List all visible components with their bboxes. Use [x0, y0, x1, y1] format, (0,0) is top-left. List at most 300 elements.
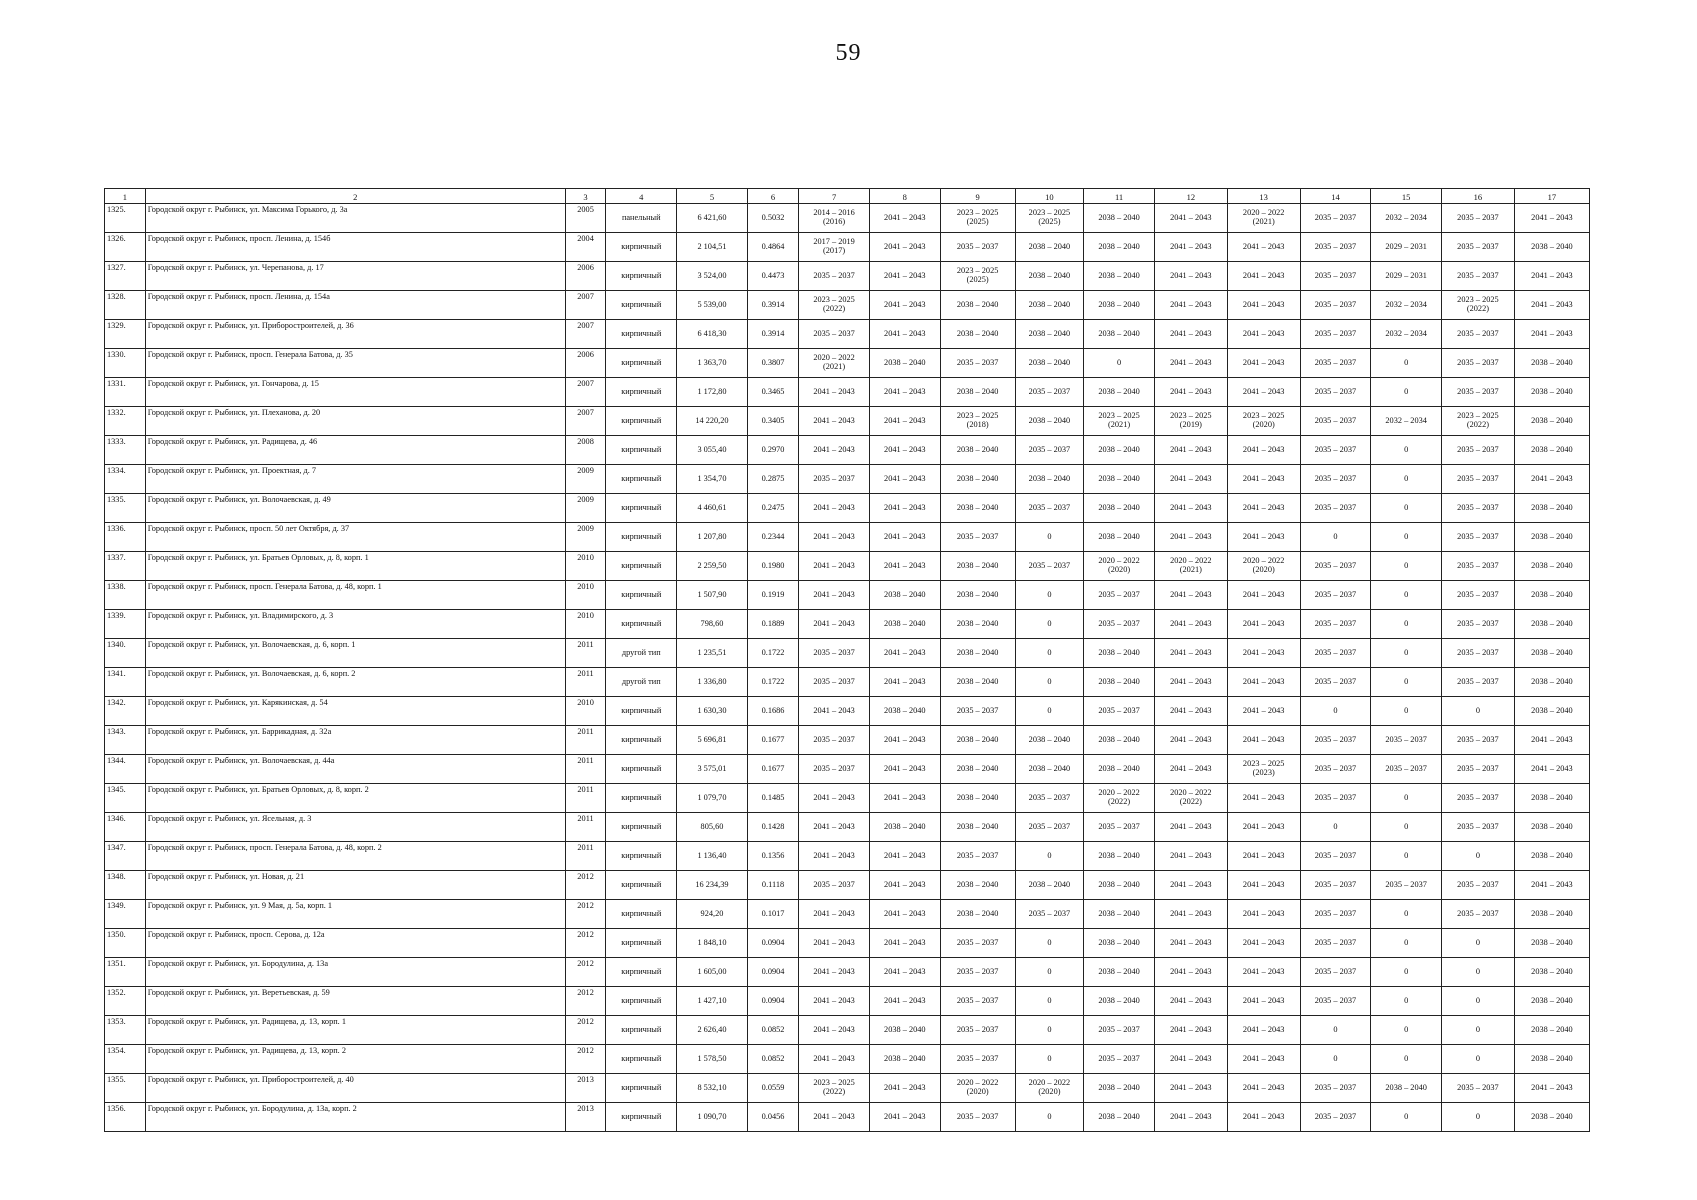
table-cell: Городской округ г. Рыбинск, ул. Волочаевская, д. 44а: [145, 755, 565, 784]
table-row: [105, 813, 1590, 842]
table-cell: 2041 – 2043: [1227, 813, 1300, 842]
table-cell: 2023 – 2025 (2022): [799, 1074, 870, 1103]
table-cell: 2011: [565, 755, 606, 784]
table-cell: 0: [1371, 1103, 1442, 1132]
table-cell: 2038 – 2040: [1514, 668, 1589, 697]
table-cell: 0: [1371, 900, 1442, 929]
table-cell: 2035 – 2037: [1442, 349, 1515, 378]
table-cell: 2023 – 2025 (2023): [1227, 755, 1300, 784]
table-cell: 0.3465: [747, 378, 798, 407]
table-cell: 2038 – 2040: [1084, 929, 1155, 958]
table-cell: 3 575,01: [677, 755, 748, 784]
table-cell: кирпичный: [606, 726, 677, 755]
table-cell: 0.1722: [747, 668, 798, 697]
table-cell: 1335.: [105, 494, 146, 523]
table-cell: 2041 – 2043: [869, 987, 940, 1016]
table-cell: другой тип: [606, 639, 677, 668]
table-cell: 0: [1371, 1045, 1442, 1074]
table-cell: 2020 – 2022 (2021): [799, 349, 870, 378]
table-cell: 2006: [565, 262, 606, 291]
table-cell: 2020 – 2022 (2022): [1154, 784, 1227, 813]
table-cell: 2041 – 2043: [1227, 871, 1300, 900]
table-cell: 16 234,39: [677, 871, 748, 900]
table-row: [105, 755, 1590, 784]
table-cell: кирпичный: [606, 1103, 677, 1132]
table-cell: 2035 – 2037: [1300, 784, 1371, 813]
table-cell: 2038 – 2040: [1514, 407, 1589, 436]
table-cell: 1339.: [105, 610, 146, 639]
table-cell: 0: [1442, 1103, 1515, 1132]
table-cell: кирпичный: [606, 842, 677, 871]
table-cell: 2012: [565, 1045, 606, 1074]
table-cell: 14 220,20: [677, 407, 748, 436]
table-cell: 2035 – 2037: [1084, 1045, 1155, 1074]
table-cell: 1329.: [105, 320, 146, 349]
table-cell: 2038 – 2040: [869, 349, 940, 378]
register-table: [104, 188, 1590, 1132]
table-cell: 2035 – 2037: [1300, 610, 1371, 639]
table-cell: 0: [1084, 349, 1155, 378]
table-cell: 2038 – 2040: [1084, 726, 1155, 755]
table-cell: 0.2875: [747, 465, 798, 494]
table-cell: 2035 – 2037: [1442, 784, 1515, 813]
table-cell: 0: [1015, 1016, 1084, 1045]
table-cell: Городской округ г. Рыбинск, ул. Бородулина, д. 13а: [145, 958, 565, 987]
table-cell: 2041 – 2043: [1227, 262, 1300, 291]
table-row: [105, 552, 1590, 581]
table-cell: 2038 – 2040: [1084, 378, 1155, 407]
table-cell: 0.1980: [747, 552, 798, 581]
table-cell: 0.0559: [747, 1074, 798, 1103]
table-cell: 2035 – 2037: [799, 871, 870, 900]
table-cell: кирпичный: [606, 465, 677, 494]
table-cell: 2038 – 2040: [1514, 523, 1589, 552]
table-cell: 2041 – 2043: [1154, 610, 1227, 639]
table-row: [105, 929, 1590, 958]
table-cell: 6 421,60: [677, 204, 748, 233]
table-cell: 2007: [565, 407, 606, 436]
table-cell: 2038 – 2040: [1015, 871, 1084, 900]
table-row: [105, 987, 1590, 1016]
table-cell: 2038 – 2040: [1514, 958, 1589, 987]
table-cell: 2038 – 2040: [1015, 349, 1084, 378]
table-cell: 0: [1015, 929, 1084, 958]
table-cell: 2014 – 2016 (2016): [799, 204, 870, 233]
table-cell: 0: [1371, 958, 1442, 987]
table-cell: 2041 – 2043: [1154, 900, 1227, 929]
table-cell: 2041 – 2043: [799, 407, 870, 436]
table-cell: 2035 – 2037: [799, 668, 870, 697]
table-cell: 2041 – 2043: [1154, 320, 1227, 349]
table-cell: 2013: [565, 1103, 606, 1132]
table-cell: 2035 – 2037: [799, 320, 870, 349]
table-cell: 1 136,40: [677, 842, 748, 871]
table-cell: 2023 – 2025 (2022): [1442, 291, 1515, 320]
table-cell: 2038 – 2040: [1084, 1103, 1155, 1132]
table-cell: 1353.: [105, 1016, 146, 1045]
table-cell: 2023 – 2025 (2025): [940, 262, 1015, 291]
table-cell: кирпичный: [606, 1045, 677, 1074]
table-cell: 2035 – 2037: [1015, 900, 1084, 929]
table-cell: 2035 – 2037: [1300, 291, 1371, 320]
table-cell: 2041 – 2043: [1227, 378, 1300, 407]
table-cell: 2038 – 2040: [940, 871, 1015, 900]
table-cell: 2035 – 2037: [1300, 436, 1371, 465]
table-cell: 1326.: [105, 233, 146, 262]
table-cell: 2038 – 2040: [1514, 784, 1589, 813]
table-cell: 0.0456: [747, 1103, 798, 1132]
table-cell: 2035 – 2037: [1442, 378, 1515, 407]
table-cell: 2035 – 2037: [1442, 552, 1515, 581]
table-cell: 2041 – 2043: [799, 784, 870, 813]
table-cell: 8 532,10: [677, 1074, 748, 1103]
column-header: 5: [677, 189, 748, 204]
table-cell: 0.1485: [747, 784, 798, 813]
table-cell: 2041 – 2043: [1154, 349, 1227, 378]
table-cell: Городской округ г. Рыбинск, просп. Генерала Батова, д. 48, корп. 2: [145, 842, 565, 871]
table-cell: 2035 – 2037: [1300, 349, 1371, 378]
table-cell: 2032 – 2034: [1371, 291, 1442, 320]
table-cell: 0: [1371, 436, 1442, 465]
table-cell: 2035 – 2037: [940, 1045, 1015, 1074]
table-cell: кирпичный: [606, 581, 677, 610]
column-header: 2: [145, 189, 565, 204]
table-cell: 1355.: [105, 1074, 146, 1103]
table-cell: 0: [1442, 1016, 1515, 1045]
table-cell: 2041 – 2043: [1514, 755, 1589, 784]
table-cell: Городской округ г. Рыбинск, ул. Бородулина, д. 13а, корп. 2: [145, 1103, 565, 1132]
table-cell: 0: [1371, 987, 1442, 1016]
table-cell: 0.0852: [747, 1016, 798, 1045]
table-cell: 2011: [565, 784, 606, 813]
table-row: [105, 697, 1590, 726]
table-cell: 0.1356: [747, 842, 798, 871]
table-cell: 0.4864: [747, 233, 798, 262]
table-cell: 0: [1300, 1045, 1371, 1074]
table-cell: Городской округ г. Рыбинск, просп. Генерала Батова, д. 35: [145, 349, 565, 378]
column-header: 1: [105, 189, 146, 204]
table-cell: 0.3914: [747, 291, 798, 320]
column-header: 8: [869, 189, 940, 204]
table-cell: Городской округ г. Рыбинск, ул. Братьев Орловых, д. 8, корп. 1: [145, 552, 565, 581]
table-row: [105, 1074, 1590, 1103]
table-cell: 0: [1371, 929, 1442, 958]
table-cell: 2035 – 2037: [1015, 784, 1084, 813]
table-cell: 0.1017: [747, 900, 798, 929]
table-cell: 2038 – 2040: [940, 465, 1015, 494]
table-cell: 0: [1300, 1016, 1371, 1045]
table-cell: 2038 – 2040: [1084, 436, 1155, 465]
table-cell: 2012: [565, 929, 606, 958]
table-cell: 0.5032: [747, 204, 798, 233]
table-cell: Городской округ г. Рыбинск, ул. Карякинская, д. 54: [145, 697, 565, 726]
column-header: 7: [799, 189, 870, 204]
table-cell: 2008: [565, 436, 606, 465]
page-number: 59: [835, 40, 862, 66]
table-cell: 2035 – 2037: [1442, 494, 1515, 523]
table-row: [105, 494, 1590, 523]
table-cell: кирпичный: [606, 987, 677, 1016]
table-cell: 5 539,00: [677, 291, 748, 320]
table-cell: 2038 – 2040: [1015, 465, 1084, 494]
table-cell: 2029 – 2031: [1371, 262, 1442, 291]
table-row: [105, 581, 1590, 610]
table-cell: 2 104,51: [677, 233, 748, 262]
table-cell: 1 172,80: [677, 378, 748, 407]
table-cell: 2041 – 2043: [1154, 958, 1227, 987]
table-cell: 2041 – 2043: [1227, 900, 1300, 929]
table-cell: Городской округ г. Рыбинск, ул. Радищева, д. 13, корп. 1: [145, 1016, 565, 1045]
table-cell: 2041 – 2043: [1154, 842, 1227, 871]
table-cell: 2038 – 2040: [940, 378, 1015, 407]
table-cell: панельный: [606, 204, 677, 233]
table-cell: 2035 – 2037: [1371, 755, 1442, 784]
table-cell: 2041 – 2043: [1227, 523, 1300, 552]
table-cell: 2041 – 2043: [869, 494, 940, 523]
table-cell: 2011: [565, 842, 606, 871]
table-cell: 2041 – 2043: [1227, 668, 1300, 697]
table-row: [105, 900, 1590, 929]
table-cell: 2035 – 2037: [940, 958, 1015, 987]
table-cell: 1336.: [105, 523, 146, 552]
table-cell: 2035 – 2037: [1300, 581, 1371, 610]
table-row: [105, 204, 1590, 233]
table-cell: 2038 – 2040: [1514, 1016, 1589, 1045]
table-cell: 798,60: [677, 610, 748, 639]
table-cell: 2041 – 2043: [869, 639, 940, 668]
table-cell: 2038 – 2040: [940, 755, 1015, 784]
table-cell: 0: [1442, 1045, 1515, 1074]
table-cell: 2041 – 2043: [869, 668, 940, 697]
table-cell: 805,60: [677, 813, 748, 842]
table-cell: 2020 – 2022 (2020): [1227, 552, 1300, 581]
table-cell: 2035 – 2037: [1442, 465, 1515, 494]
table-cell: 2041 – 2043: [1154, 726, 1227, 755]
table-cell: 2041 – 2043: [1154, 929, 1227, 958]
table-cell: 0.1118: [747, 871, 798, 900]
table-cell: 1 354,70: [677, 465, 748, 494]
table-cell: 2013: [565, 1074, 606, 1103]
table-cell: 2041 – 2043: [869, 958, 940, 987]
table-cell: 2012: [565, 871, 606, 900]
table-cell: 2007: [565, 291, 606, 320]
table-cell: 2041 – 2043: [1514, 726, 1589, 755]
table-cell: 2038 – 2040: [1084, 958, 1155, 987]
table-cell: 0: [1371, 842, 1442, 871]
table-cell: 2041 – 2043: [799, 842, 870, 871]
table-cell: 2032 – 2034: [1371, 320, 1442, 349]
column-header: 4: [606, 189, 677, 204]
table-cell: 2038 – 2040: [1084, 523, 1155, 552]
table-cell: 2035 – 2037: [940, 697, 1015, 726]
table-cell: 2035 – 2037: [1084, 610, 1155, 639]
table-cell: 2035 – 2037: [799, 755, 870, 784]
table-cell: 2041 – 2043: [1154, 378, 1227, 407]
table-cell: кирпичный: [606, 233, 677, 262]
table-cell: 2038 – 2040: [940, 320, 1015, 349]
table-cell: 2041 – 2043: [1154, 494, 1227, 523]
table-cell: 2035 – 2037: [1300, 204, 1371, 233]
table-cell: 2035 – 2037: [1300, 726, 1371, 755]
table-cell: кирпичный: [606, 755, 677, 784]
table-cell: 1 336,80: [677, 668, 748, 697]
table-cell: 2038 – 2040: [1084, 465, 1155, 494]
table-cell: 2038 – 2040: [1084, 262, 1155, 291]
table-cell: 2035 – 2037: [940, 987, 1015, 1016]
table-cell: 2007: [565, 378, 606, 407]
table-cell: 2035 – 2037: [940, 1103, 1015, 1132]
table-cell: 0: [1015, 697, 1084, 726]
table-cell: 1348.: [105, 871, 146, 900]
table-cell: 2011: [565, 639, 606, 668]
table-cell: 2038 – 2040: [940, 552, 1015, 581]
table-cell: 2035 – 2037: [1442, 871, 1515, 900]
table-cell: 1 427,10: [677, 987, 748, 1016]
table-cell: 2038 – 2040: [869, 813, 940, 842]
table-row: [105, 1016, 1590, 1045]
table-cell: 1337.: [105, 552, 146, 581]
table-cell: 2041 – 2043: [1154, 1016, 1227, 1045]
table-cell: 2041 – 2043: [1514, 871, 1589, 900]
table-cell: кирпичный: [606, 523, 677, 552]
column-header: 13: [1227, 189, 1300, 204]
table-cell: 0: [1371, 610, 1442, 639]
table-cell: 2038 – 2040: [1084, 1074, 1155, 1103]
table-cell: 1349.: [105, 900, 146, 929]
table-cell: 2035 – 2037: [1442, 262, 1515, 291]
table-cell: 0: [1015, 581, 1084, 610]
table-cell: 0: [1371, 668, 1442, 697]
table-cell: 2009: [565, 494, 606, 523]
table-cell: 1344.: [105, 755, 146, 784]
table-cell: 2035 – 2037: [1300, 552, 1371, 581]
table-cell: 0.2970: [747, 436, 798, 465]
table-cell: 2041 – 2043: [869, 726, 940, 755]
table-cell: 2035 – 2037: [1442, 726, 1515, 755]
table-cell: 1338.: [105, 581, 146, 610]
table-cell: 1 507,90: [677, 581, 748, 610]
table-cell: 2038 – 2040: [940, 668, 1015, 697]
table-cell: 2035 – 2037: [1300, 755, 1371, 784]
table-cell: 5 696,81: [677, 726, 748, 755]
table-cell: 2035 – 2037: [1300, 900, 1371, 929]
table-cell: 1 207,80: [677, 523, 748, 552]
table-cell: 2041 – 2043: [1154, 871, 1227, 900]
table-cell: 1331.: [105, 378, 146, 407]
table-cell: 2038 – 2040: [869, 610, 940, 639]
table-cell: 2035 – 2037: [1015, 552, 1084, 581]
table-cell: 2041 – 2043: [869, 552, 940, 581]
table-cell: 2041 – 2043: [1154, 697, 1227, 726]
table-cell: 1 630,30: [677, 697, 748, 726]
table-cell: 2023 – 2025 (2021): [1084, 407, 1155, 436]
table-cell: 2038 – 2040: [869, 581, 940, 610]
table-cell: кирпичный: [606, 871, 677, 900]
table-cell: кирпичный: [606, 349, 677, 378]
table-cell: 2041 – 2043: [869, 784, 940, 813]
table-cell: кирпичный: [606, 697, 677, 726]
table-cell: 4 460,61: [677, 494, 748, 523]
table-cell: кирпичный: [606, 784, 677, 813]
table-cell: 2038 – 2040: [1371, 1074, 1442, 1103]
table-cell: 2035 – 2037: [1300, 1074, 1371, 1103]
table-cell: 2041 – 2043: [869, 204, 940, 233]
table-cell: 2041 – 2043: [1154, 1045, 1227, 1074]
table-cell: 2038 – 2040: [1514, 842, 1589, 871]
table-cell: 2007: [565, 320, 606, 349]
table-cell: 2038 – 2040: [1514, 900, 1589, 929]
table-cell: 2041 – 2043: [869, 900, 940, 929]
table-cell: 0.2344: [747, 523, 798, 552]
table-cell: 2035 – 2037: [1084, 813, 1155, 842]
table-cell: 2004: [565, 233, 606, 262]
table-row: [105, 523, 1590, 552]
table-cell: 2035 – 2037: [1015, 494, 1084, 523]
table-cell: 2010: [565, 581, 606, 610]
table-cell: Городской округ г. Рыбинск, просп. Ленина, д. 154а: [145, 291, 565, 320]
table-cell: 2041 – 2043: [1227, 610, 1300, 639]
table-cell: 2041 – 2043: [869, 523, 940, 552]
table-cell: 2038 – 2040: [940, 784, 1015, 813]
table-cell: 2041 – 2043: [799, 987, 870, 1016]
table-row: [105, 407, 1590, 436]
table-cell: 2041 – 2043: [1154, 581, 1227, 610]
table-cell: 2035 – 2037: [1442, 204, 1515, 233]
table-cell: 2041 – 2043: [1514, 291, 1589, 320]
table-row: [105, 262, 1590, 291]
table-cell: 1350.: [105, 929, 146, 958]
table-cell: 2038 – 2040: [1084, 900, 1155, 929]
table-cell: 0.1677: [747, 726, 798, 755]
table-cell: 2041 – 2043: [1154, 436, 1227, 465]
table-cell: 2035 – 2037: [1442, 639, 1515, 668]
table-cell: 2041 – 2043: [1154, 1103, 1227, 1132]
table-cell: 2041 – 2043: [1154, 204, 1227, 233]
table-cell: 0.0904: [747, 929, 798, 958]
table-cell: 2023 – 2025 (2025): [940, 204, 1015, 233]
table-cell: 2038 – 2040: [1084, 291, 1155, 320]
table-cell: Городской округ г. Рыбинск, ул. Приборостроителей, д. 40: [145, 1074, 565, 1103]
table-cell: 2041 – 2043: [799, 813, 870, 842]
table-cell: 2038 – 2040: [1514, 1103, 1589, 1132]
table-cell: Городской округ г. Рыбинск, ул. Радищева, д. 46: [145, 436, 565, 465]
table-cell: кирпичный: [606, 900, 677, 929]
table-cell: 2041 – 2043: [799, 378, 870, 407]
table-cell: кирпичный: [606, 958, 677, 987]
table-cell: 2038 – 2040: [1514, 436, 1589, 465]
table-cell: Городской округ г. Рыбинск, просп. Генерала Батова, д. 48, корп. 1: [145, 581, 565, 610]
table-cell: 0: [1300, 813, 1371, 842]
table-cell: 0.3914: [747, 320, 798, 349]
table-cell: 0: [1371, 813, 1442, 842]
table-cell: 2041 – 2043: [1227, 842, 1300, 871]
table-cell: 2035 – 2037: [1442, 668, 1515, 697]
table-cell: 2038 – 2040: [1514, 581, 1589, 610]
table-cell: 2041 – 2043: [1227, 784, 1300, 813]
table-cell: 2035 – 2037: [1300, 320, 1371, 349]
table-cell: 0: [1015, 842, 1084, 871]
table-cell: 2023 – 2025 (2018): [940, 407, 1015, 436]
table-cell: 1 605,00: [677, 958, 748, 987]
table-cell: Городской округ г. Рыбинск, ул. Черепанова, д. 17: [145, 262, 565, 291]
table-row: [105, 436, 1590, 465]
table-row: [105, 349, 1590, 378]
table-cell: 2038 – 2040: [1015, 291, 1084, 320]
table-cell: кирпичный: [606, 610, 677, 639]
table-cell: кирпичный: [606, 494, 677, 523]
table-cell: кирпичный: [606, 291, 677, 320]
table-cell: 1330.: [105, 349, 146, 378]
